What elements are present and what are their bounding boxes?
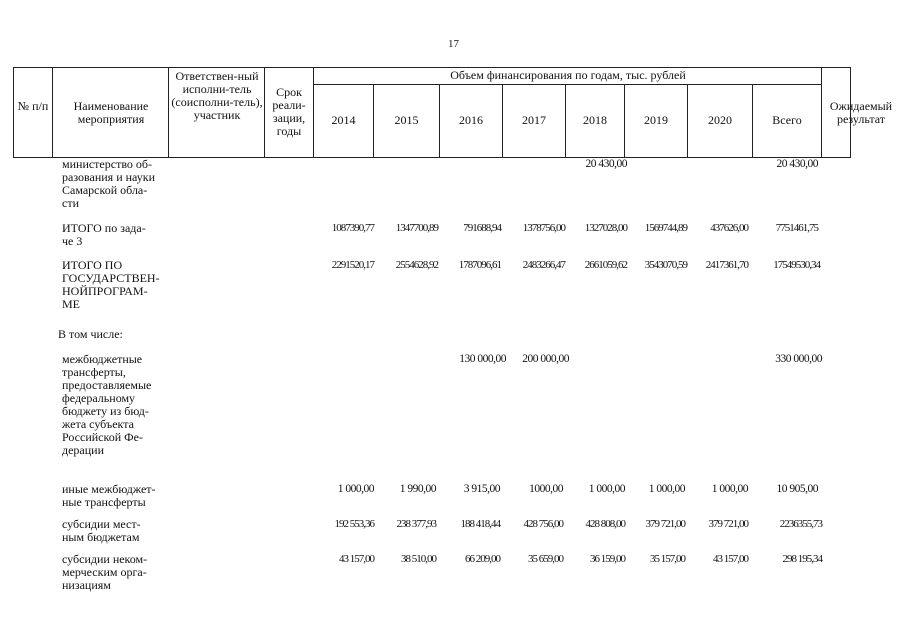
cell-value: 1 990,00 — [399, 483, 436, 495]
cell-value: 2661059,62 — [584, 259, 627, 271]
cell-value: 36 159,00 — [590, 553, 625, 565]
cell-value: 200 000,00 — [522, 353, 569, 365]
year-2018: 2018 — [583, 113, 607, 127]
header-term: Срок реали-зации, годы — [272, 85, 306, 138]
cell-value: 1327028,00 — [584, 222, 627, 234]
row-label: В том числе: — [58, 327, 123, 341]
cell-value: 188 418,44 — [460, 518, 500, 530]
cell-value: 1 000,00 — [648, 483, 685, 495]
cell-value: 66 209,00 — [465, 553, 500, 565]
cell-value: 298 195,34 — [782, 553, 822, 565]
row-label: межбюджетные трансферты, предоставляемые федеральному бюджету из бюд- жета субъекта Российской Фе- дерации — [62, 352, 152, 457]
cell-value: 1787096,61 — [458, 259, 501, 271]
cell-value: 3 915,00 — [463, 483, 500, 495]
row-label: иные межбюджет- ные трансферты — [62, 482, 156, 509]
cell-value: 20 430,00 — [776, 158, 818, 170]
year-2020: 2020 — [708, 113, 732, 127]
row-label: субсидии неком- мерческим орга- низациям — [62, 552, 148, 592]
cell-value: 791688,94 — [463, 222, 501, 234]
row-label: министерство об- разования и науки Самарской обла- сти — [62, 157, 156, 210]
cell-value: 1569744,89 — [644, 222, 687, 234]
cell-value: 7751461,75 — [775, 222, 818, 234]
cell-value: 2291520,17 — [331, 259, 374, 271]
cell-value: 379 721,00 — [645, 518, 685, 530]
row-label: ИТОГО ПО ГОСУДАРСТВЕН- НОЙПРОГРАМ- МЕ — [62, 258, 160, 311]
header-result: Ожидаемый результат — [829, 99, 893, 126]
cell-value: 38 510,00 — [401, 553, 436, 565]
cell-value: 35 659,00 — [528, 553, 563, 565]
cell-value: 238 377,93 — [396, 518, 436, 530]
cell-value: 379 721,00 — [708, 518, 748, 530]
cell-value: 1347700,89 — [395, 222, 438, 234]
cell-value: 2417361,70 — [705, 259, 748, 271]
cell-value: 130 000,00 — [459, 353, 506, 365]
cell-value: 1087390,77 — [331, 222, 374, 234]
cell-value: 428 808,00 — [585, 518, 625, 530]
cell-value: 35 157,00 — [650, 553, 685, 565]
row-label: субсидии мест- ным бюджетам — [62, 517, 141, 544]
cell-value: 20 430,00 — [585, 158, 627, 170]
header-funding: Объем финансирования по годам, тыс. рублей — [450, 68, 686, 82]
header-num: № п/п — [17, 99, 49, 113]
cell-value: 437626,00 — [710, 222, 748, 234]
year-2019: 2019 — [644, 113, 668, 127]
year-2014: 2014 — [331, 113, 356, 127]
cell-value: 428 756,00 — [523, 518, 563, 530]
year-total: Всего — [772, 113, 802, 127]
cell-value: 1000,00 — [529, 483, 563, 495]
cell-value: 43 157,00 — [339, 553, 374, 565]
cell-value: 330 000,00 — [775, 353, 822, 365]
cell-value: 192 553,36 — [334, 518, 374, 530]
cell-value: 2483266,47 — [522, 259, 565, 271]
cell-value: 10 905,00 — [776, 483, 818, 495]
year-2017: 2017 — [522, 113, 546, 127]
cell-value: 1 000,00 — [711, 483, 748, 495]
cell-value: 17549530,34 — [773, 259, 820, 271]
cell-value: 43 157,00 — [713, 553, 748, 565]
year-2015: 2015 — [394, 113, 419, 127]
cell-value: 1 000,00 — [337, 483, 374, 495]
row-label: ИТОГО по зада- че 3 — [62, 221, 146, 248]
cell-value: 2554628,92 — [395, 259, 438, 271]
cell-value: 1 000,00 — [588, 483, 625, 495]
cell-value: 2236355,73 — [779, 518, 822, 530]
header-responsible: Ответствен-ный исполни-тель (соисполни-тель), участник — [171, 69, 263, 122]
cell-value: 3543070,59 — [644, 259, 687, 271]
cell-value: 1378756,00 — [522, 222, 565, 234]
year-2016: 2016 — [459, 113, 483, 127]
page-number: 17 — [448, 38, 459, 50]
header-name: Наименование мероприятия — [73, 99, 149, 126]
